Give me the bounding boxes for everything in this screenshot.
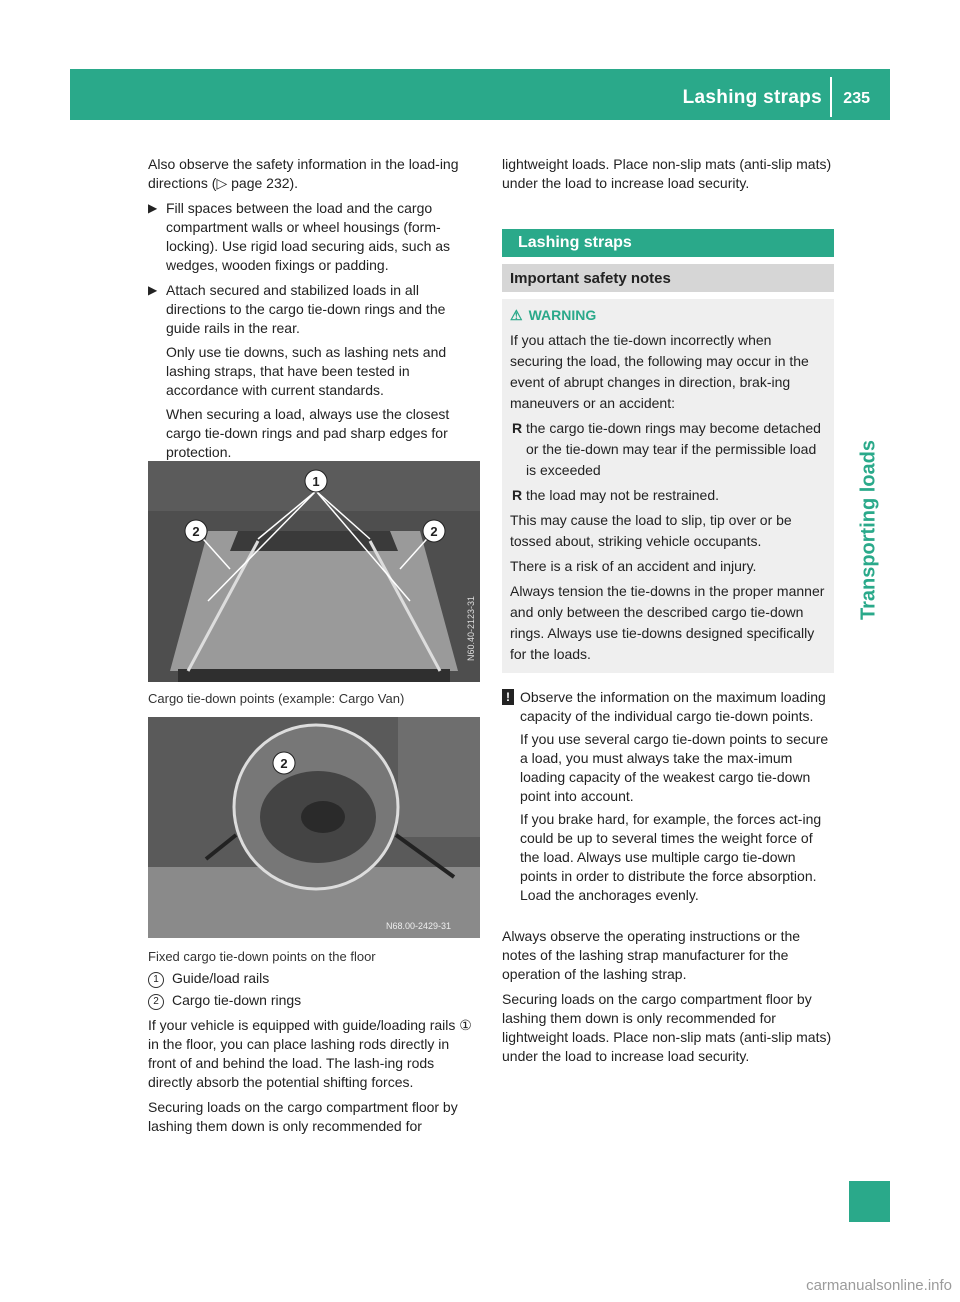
warning-heading [510, 305, 828, 326]
cargo-tie-down-photo [148, 461, 480, 682]
bullet-icon: R [512, 420, 523, 436]
warning-consequence: This may cause the load to slip, tip over or be tossed about, striking vehicle occupants. [510, 512, 792, 549]
intro-text: Also observe the safety information in the load-ing directions (▷ page 232). [148, 156, 459, 191]
warning-risk: There is a risk of an accident and injury. [510, 558, 757, 574]
left-column [148, 155, 480, 468]
warning-box [502, 299, 834, 673]
warning-item: the load may not be restrained. [526, 487, 720, 503]
notice-block [502, 688, 834, 909]
bullet-icon: R [512, 487, 523, 503]
section-heading [502, 229, 834, 257]
page-number: 235 [843, 90, 870, 107]
side-marker [849, 1181, 890, 1222]
paragraph: lightweight loads. Place non-slip mats (anti-slip mats) under the load to increase load security. [502, 156, 832, 191]
warning-action: Always tension the tie-downs in the proper manner and only between the described cargo tie-down rings. Always use tie-downs designed specifically for the loads. [510, 583, 825, 662]
paragraph: Always observe the operating instructions or the notes of the lashing strap manufacturer for the operation of the lashing strap. [502, 928, 801, 982]
photo-caption: Cargo tie-down points (example: Cargo Van) [148, 691, 405, 706]
paragraph: Securing loads on the cargo compartment floor by lashing them down is only recommended for [148, 1099, 458, 1134]
svg-text:2: 2 [192, 524, 200, 539]
warning-icon: ⚠ [510, 307, 523, 323]
legend-item [148, 992, 301, 1010]
svg-text:2: 2 [280, 756, 288, 771]
legend-item [148, 970, 269, 988]
list-item [510, 418, 828, 481]
paragraph: Securing loads on the cargo compartment floor by lashing them down is only recommended for lightweight loads. Place non-slip mats (anti-slip mats) under the load to increase load security. [502, 991, 832, 1064]
bullet-extra: When securing a load, always use the closest cargo tie-down rings and pad sharp edges for protection. [166, 406, 450, 460]
paragraph: If your vehicle is equipped with guide/loading rails ① in the floor, you can place lashing rods directly in front of and behind the load. The lash-ing rods directly absorb the potential shifting forces. [148, 1017, 472, 1090]
notice-text: If you brake hard, for example, the forces act-ing could be up to several times the weight force of the load. Always use multiple cargo tie-down points in order to distribute the force absorption. Load the anchorages evenly. [520, 811, 822, 903]
list-item [148, 281, 480, 462]
header-divider [830, 77, 832, 117]
list-item [148, 199, 480, 275]
page-header [70, 69, 890, 120]
svg-text:1: 1 [312, 474, 320, 489]
warning-intro: If you attach the tie-down incorrectly when securing the load, the following may occur in the event of abrupt changes in direction, brak-ing maneuvers or an accident: [510, 332, 809, 411]
side-tab-label: Transporting loads [857, 439, 880, 621]
photo-code: N60.40-2123-31 [466, 595, 476, 661]
exclamation-icon: ! [502, 689, 514, 705]
arrow-icon: ▶ [148, 201, 158, 215]
warning-title: WARNING [528, 307, 597, 323]
right-bottom-text [502, 927, 834, 1072]
watermark: carmanualsonline.info [806, 1277, 952, 1294]
legend-number: 1 [148, 972, 164, 988]
svg-text:2: 2 [430, 524, 438, 539]
photo-code: N68.00-2429-31 [386, 921, 452, 931]
section-title: Lashing straps [518, 234, 632, 251]
notice-text: If you use several cargo tie-down points to secure a load, you must always take the max-imum loading capacity of the weakest cargo tie-down point into account. [520, 731, 829, 804]
list-item [510, 485, 828, 506]
legend-number: 2 [148, 994, 164, 1010]
legend-label: Cargo tie-down rings [172, 992, 302, 1008]
header-title: Lashing straps [682, 87, 822, 108]
right-continued [502, 155, 834, 199]
arrow-icon: ▶ [148, 283, 158, 297]
bullet-text: Fill spaces between the load and the cargo compartment walls or wheel housings (form-locking). Use rigid load securing aids, such as wedges, wooden fixings or padding. [166, 200, 451, 273]
fixed-tie-down-photo [148, 717, 480, 938]
subsection-heading [502, 264, 834, 292]
bullet-extra: Only use tie downs, such as lashing nets and lashing straps, that have been tested in accordance with current standards. [166, 344, 447, 398]
photo-caption: Fixed cargo tie-down points on the floor [148, 949, 376, 964]
legend-label: Guide/load rails [172, 970, 270, 986]
warning-item: the cargo tie-down rings may become detached or the tie-down may tear if the permissible load is exceeded [526, 420, 821, 478]
notice-text: Observe the information on the maximum loading capacity of the individual cargo tie-down points. [520, 689, 826, 724]
subsection-title: Important safety notes [510, 270, 671, 287]
left-bottom-text [148, 1016, 480, 1142]
bullet-text: Attach secured and stabilized loads in all directions to the cargo tie-down rings and the guide rails in the rear. [166, 282, 446, 336]
